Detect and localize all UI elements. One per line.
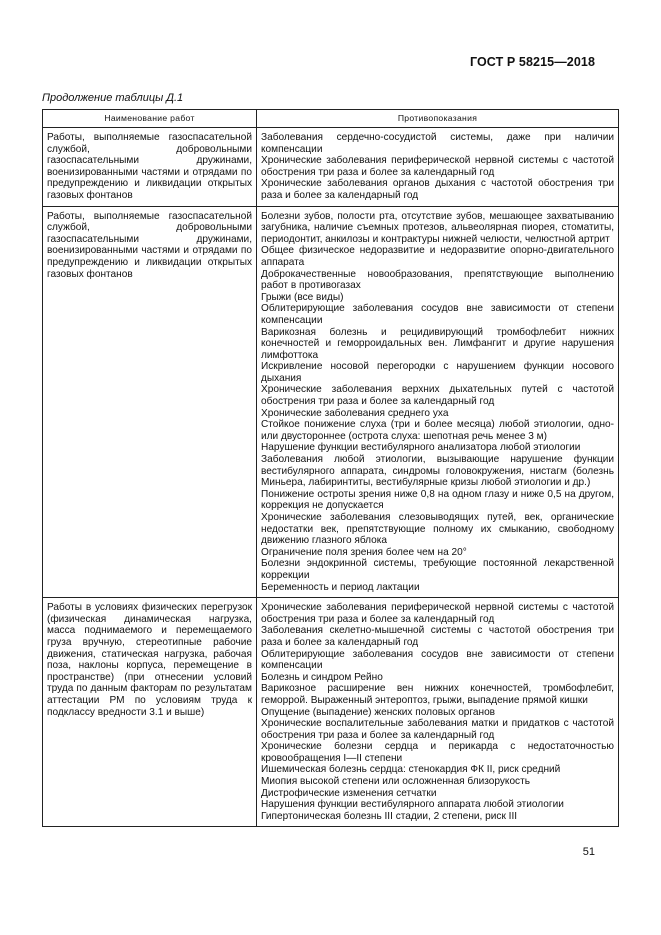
contraindication-item: Облитерирующие заболевания сосудов вне зависимости от степени компенсации xyxy=(261,303,614,326)
contraindication-item: Опущение (выпадение) женских половых органов xyxy=(261,706,496,718)
work-cell: Работы, выполняемые газоспасательной службой, добровольными газоспасательными дружинами, военизированными частями и отрядами по предупреждению и ликвидации открытых газовых фонтанов xyxy=(43,206,257,598)
contraindication-item: Хронические заболевания периферической нервной системы с частотой обострения три раза и более за календарный год xyxy=(261,155,614,178)
contraindication-item: Ишемическая болезнь сердца: стенокардия ФК II, риск средний xyxy=(261,764,561,776)
contraindication-item: Нарушение функции вестибулярного анализатора любой этиологии xyxy=(261,442,581,454)
contraindication-item: Хронические заболевания слезовыводящих путей, век, органические недостатки век, препятствующие полному их смыканию, свободному движению глазного яблока xyxy=(261,512,614,547)
contraindication-item: Стойкое понижение слуха (три и более месяца) любой этиологии, одно- или двустороннее (острота слуха: шепотная речь менее 3 м) xyxy=(261,419,614,442)
contraindication-item: Гипертоническая болезнь III стадии, 2 степени, риск III xyxy=(261,810,518,822)
column-header-contraindications: Противопоказания xyxy=(257,110,619,128)
contraindications-cell xyxy=(257,128,619,207)
table-row xyxy=(43,206,619,598)
contraindication-item: Хронические заболевания периферической нервной системы с частотой обострения три раза и более за календарный год xyxy=(261,602,614,625)
contraindications-table xyxy=(42,109,619,827)
contraindication-item: Хронические воспалительные заболевания матки и придатков с частотой обострения три раза и более за календарный год xyxy=(261,718,614,741)
contraindication-item: Варикозное расширение вен нижних конечностей, тромбофлебит, геморрой. Выраженный энтероптоз, грыжи, выпадение прямой кишки xyxy=(261,683,614,706)
contraindication-item: Варикозная болезнь и рецидивирующий тромбофлебит нижних конечностей и геморроидальных вен. Лимфангит и другие нарушения лимфоттока xyxy=(261,326,614,361)
contraindications-cell xyxy=(257,598,619,827)
contraindications-cell xyxy=(257,206,619,598)
contraindication-item: Грыжи (все виды) xyxy=(261,291,344,303)
contraindication-item: Ограничение поля зрения более чем на 20° xyxy=(261,546,467,558)
contraindication-item: Болезни эндокринной системы, требующие постоянной лекарственной коррекции xyxy=(261,558,614,581)
contraindication-item: Хронические заболевания верхних дыхательных путей с частотой обострения три раза и более за календарный год xyxy=(261,384,614,408)
contraindication-item: Искривление носовой перегородки с нарушением функции носового дыхания xyxy=(261,361,614,384)
table-row xyxy=(43,128,619,207)
work-cell: Работы в условиях физических перегрузок (физическая динамическая нагрузка, масса поднимаемого и перемещаемого груза вручную, стереотипные рабочие движения, статическая нагрузка, рабочая поза, наклоны корпуса, перемещение в пространстве) (при отнесении условий труда по данным факторам по результатам аттестации РМ по условиям труда к подклассу вредности 3.1 и выше) xyxy=(43,598,257,827)
contraindication-item: Заболевания скелетно-мышечной системы с частотой обострения три раза и более за календарный год xyxy=(261,625,614,648)
contraindication-item: Доброкачественные новообразования, препятствующие выполнению работ в противогазах xyxy=(261,268,614,292)
contraindication-item: Заболевания любой этиологии, вызывающие нарушение функции вестибулярного аппарата, синдромы головокружения, нистагм (болезнь Миньера, лабиринтиты, вестибулярные кризы любой этиологии и др.) xyxy=(261,454,614,489)
table-caption: Продолжение таблицы Д.1 xyxy=(42,92,184,104)
contraindication-item: Заболевания сердечно-сосудистой системы, даже при наличии компенсации xyxy=(261,132,614,155)
contraindication-item: Хронические заболевания органов дыхания с частотой обострения три раза и более за календарный год xyxy=(261,178,614,201)
document-code: ГОСТ Р 58215—2018 xyxy=(469,55,595,69)
contraindication-item: Хронические заболевания среднего уха xyxy=(261,407,449,419)
page-number: 51 xyxy=(582,846,595,858)
contraindication-item: Болезни зубов, полости рта, отсутствие зубов, мешающее захватыванию загубника, наличие съемных протезов, альвеолярная пиорея, стоматиты, периодонтит, анкилозы и контрактуры нижней челюсти, челюстной артрит xyxy=(261,210,614,245)
table-row xyxy=(43,598,619,827)
work-cell: Работы, выполняемые газоспасательной службой, добровольными газоспасательными дружинами, военизированными частями и отрядами по предупреждению и ликвидации открытых газовых фонтанов xyxy=(43,128,257,207)
contraindication-item: Дистрофические изменения сетчатки xyxy=(261,787,437,799)
table-header-row xyxy=(43,110,619,128)
contraindication-item: Миопия высокой степени или осложненная близорукость xyxy=(261,776,530,788)
column-header-work: Наименование работ xyxy=(43,110,257,128)
contraindication-item: Нарушения функции вестибулярного аппарата любой этиологии xyxy=(261,799,564,811)
contraindication-item: Понижение остроты зрения ниже 0,8 на одном глазу и ниже 0,5 на другом, коррекция не допускается xyxy=(261,488,614,512)
contraindication-item: Хронические болезни сердца и перикарда с недостаточностью кровообращения I—II степени xyxy=(261,741,614,764)
contraindication-item: Облитерирующие заболевания сосудов вне зависимости от степени компенсации xyxy=(261,648,614,672)
contraindication-item: Беременность и период лактации xyxy=(261,581,420,593)
contraindication-item: Болезнь и синдром Рейно xyxy=(261,671,383,683)
contraindication-item: Общее физическое недоразвитие и недоразвитие опорно-двигательного аппарата xyxy=(261,245,614,268)
